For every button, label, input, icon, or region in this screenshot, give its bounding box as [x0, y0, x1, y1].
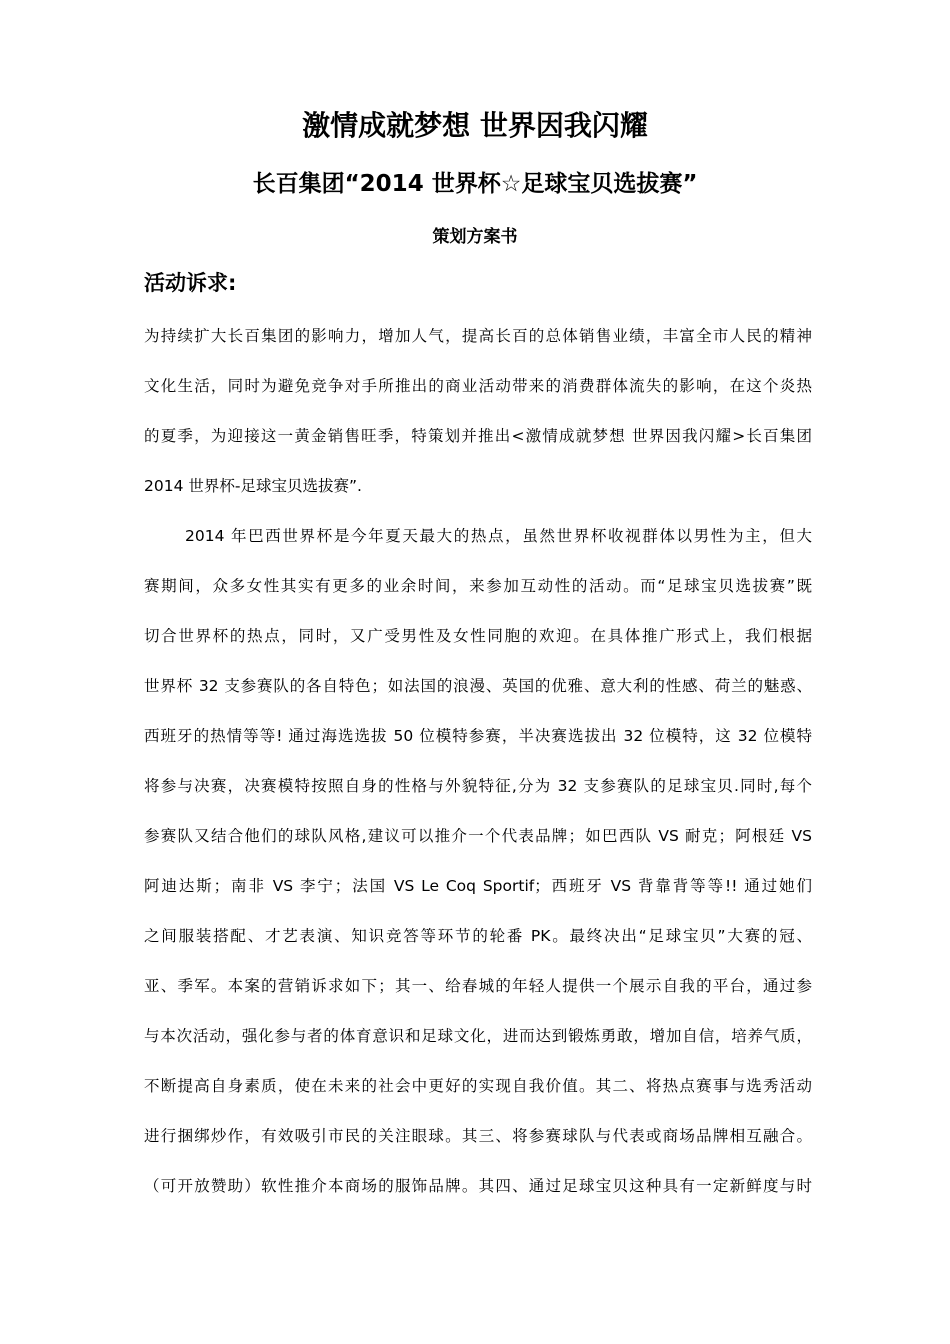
paragraph-line: 文化生活，同时为避免竞争对手所推出的商业活动带来的消费群体流失的影响，在这个炎热: [144, 377, 812, 395]
paragraph-line: 2014 年巴西世界杯是今年夏天最大的热点，虽然世界杯收视群体以男性为主，但大: [185, 527, 812, 545]
paragraph-line: 阿迪达斯；南非 VS 李宁；法国 VS Le Coq Sportif；西班牙 VS 背靠背等等!! 通过她们: [144, 877, 812, 895]
document-type: 策划方案书: [432, 227, 518, 247]
paragraph-line: 为持续扩大长百集团的影响力，增加人气，提高长百的总体销售业绩，丰富全市人民的精神: [144, 327, 812, 345]
paragraph-line: （可开放赞助）软性推介本商场的服饰品牌。其四、通过足球宝贝这种具有一定新鲜度与时: [144, 1177, 812, 1195]
section-heading: 活动诉求:: [144, 271, 237, 295]
paragraph-line: 切合世界杯的热点，同时，又广受男性及女性同胞的欢迎。在具体推广形式上，我们根据: [144, 627, 812, 645]
paragraph-line: 2014 世界杯-足球宝贝选拔赛”.: [144, 477, 362, 495]
paragraph-line: 亚、季军。本案的营销诉求如下；其一、给春城的年轻人提供一个展示自我的平台，通过参: [144, 977, 812, 995]
paragraph-line: 西班牙的热情等等! 通过海选选拔 50 位模特参赛，半决赛选拔出 32 位模特，这 32 位模特: [144, 727, 812, 745]
document-title: 激情成就梦想 世界因我闪耀: [302, 109, 648, 142]
paragraph-line: 不断提高自身素质，使在未来的社会中更好的实现自我价值。其二、将热点赛事与选秀活动: [144, 1077, 812, 1095]
paragraph-line: 赛期间，众多女性其实有更多的业余时间，来参加互动性的活动。而“足球宝贝选拔赛”既: [144, 577, 812, 595]
document-subtitle: 长百集团“2014 世界杯☆足球宝贝选拔赛”: [252, 171, 698, 197]
paragraph-line: 之间服装搭配、才艺表演、知识竞答等环节的轮番 PK。最终决出“足球宝贝”大赛的冠、: [144, 927, 812, 945]
paragraph-line: 的夏季，为迎接这一黄金销售旺季，特策划并推出<激情成就梦想 世界因我闪耀>长百集团: [144, 427, 812, 445]
paragraph-line: 参赛队又结合他们的球队风格,建议可以推介一个代表品牌；如巴西队 VS 耐克；阿根廷 VS: [144, 827, 812, 845]
paragraph-line: 将参与决赛，决赛模特按照自身的性格与外貌特征,分为 32 支参赛队的足球宝贝.同时,每个: [144, 777, 812, 795]
paragraph-line: 与本次活动，强化参与者的体育意识和足球文化，进而达到锻炼勇敢，增加自信，培养气质，: [144, 1027, 812, 1045]
paragraph-line: 进行捆绑炒作，有效吸引市民的关注眼球。其三、将参赛球队与代表或商场品牌相互融合。: [144, 1127, 812, 1145]
paragraph-line: 世界杯 32 支参赛队的各自特色；如法国的浪漫、英国的优雅、意大利的性感、荷兰的魅惑、: [144, 677, 812, 695]
